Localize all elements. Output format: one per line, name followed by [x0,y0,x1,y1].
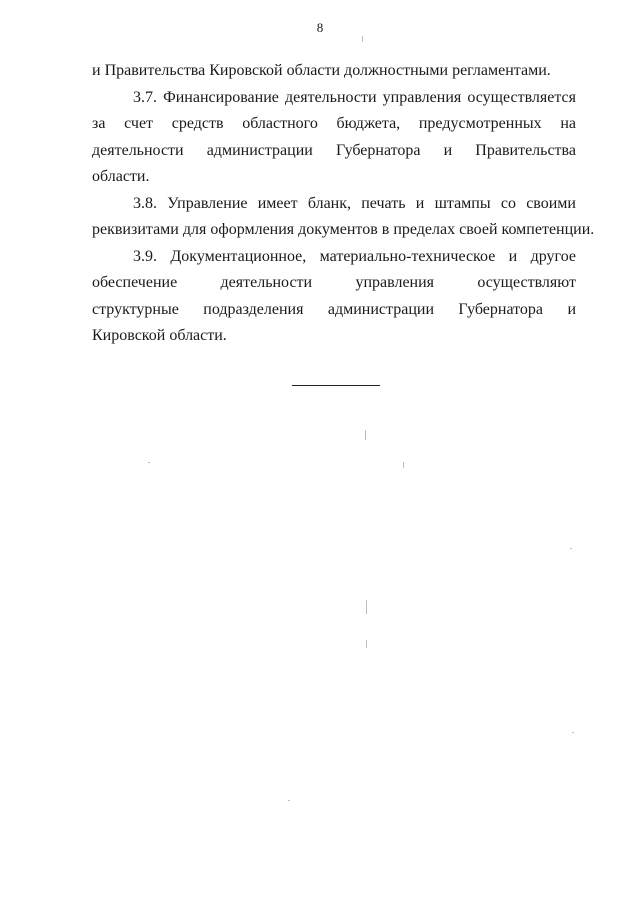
scan-speck [366,640,367,648]
text-line: реквизитами для оформления документов в пределах своей компетенции. [92,221,595,238]
document-body [92,58,595,350]
text-line: обеспечение деятельности управления осуществляют [92,274,576,291]
scan-speck [366,600,367,614]
paragraph-3-7-first-line: 3.7. Финансирование деятельности управления осуществляется [133,88,576,106]
end-separator-line [292,385,380,386]
text-line: области. [92,168,150,185]
scan-speck [570,548,572,549]
scan-speck [362,36,363,42]
paragraph-3-8-first-line: 3.8. Управление имеет бланк, печать и штампы со своими [133,194,576,212]
scan-speck [288,800,290,801]
text-line: Кировской области. [92,327,227,344]
scan-speck [403,462,404,468]
scan-speck [365,430,366,440]
scan-speck [572,732,574,733]
text-line: структурные подразделения администрации Губернатора и [92,300,576,318]
text-line: деятельности администрации Губернатора и Правительства [92,141,576,159]
text-line: за счет средств областного бюджета, предусмотренных на [92,115,576,132]
text-line: и Правительства Кировской области должностными регламентами. [92,62,551,79]
scan-speck [148,462,150,463]
paragraph-3-9-first-line: 3.9. Документационное, материально-техническое и другое [133,247,576,265]
page-number: 8 [316,20,324,35]
